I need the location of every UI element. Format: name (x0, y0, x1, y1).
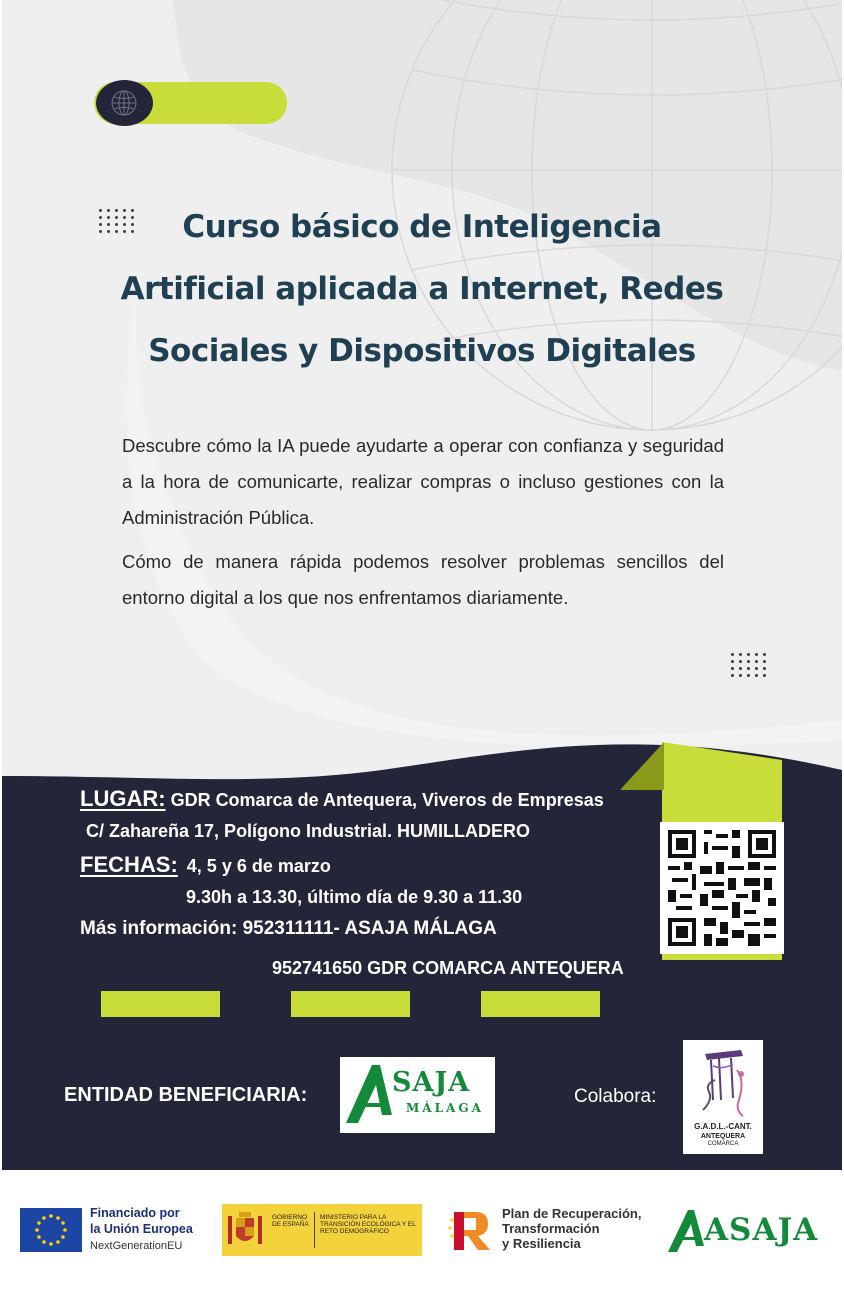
gobierno-divider (314, 1212, 315, 1248)
gobierno-logo (222, 1204, 422, 1256)
title-line: Artificial aplicada a Internet, Redes (120, 271, 724, 307)
gadl-place: ANTEQUERA (700, 1133, 746, 1140)
plan-recuperacion-text (502, 1206, 662, 1251)
lugar-value: GDR Comarca de Antequera, Viveros de Empresas (170, 790, 604, 810)
description-paragraph: Descubre cómo la IA puede ayudarte a operar con confianza y seguridad a la hora de comunicarte, realizar compras o incluso gestiones con la Administración Pública. (122, 435, 724, 528)
accent-bar (101, 991, 220, 1017)
gadl-logo (683, 1040, 763, 1154)
schedule-row (186, 887, 522, 908)
ministerio-text: MINISTERIO PARA LA TRANSICIÓN ECOLÓGICA Y EL RETO DEMOGRÁFICO (320, 1214, 416, 1235)
info-label: Más información: (80, 918, 238, 939)
asaja-a-icon (668, 1210, 704, 1252)
fechas-row (80, 852, 331, 878)
beneficiary-label: ENTIDAD BENEFICIARIA: (64, 1084, 308, 1106)
gadl-name: G.A.D.L.-CANT. (694, 1122, 752, 1131)
fechas-label: FECHAS: (80, 852, 178, 877)
gadl-region: COMARCA (707, 1141, 739, 1147)
plan-line: Plan de Recuperación, (502, 1206, 642, 1221)
course-description (122, 428, 724, 616)
globe-icon (110, 89, 138, 117)
eu-funding-line3: NextGenerationEU (90, 1240, 183, 1252)
title-line: Curso básico de Inteligencia (182, 209, 662, 245)
accent-bar (481, 991, 600, 1017)
address-row (86, 821, 530, 842)
qr-code[interactable] (660, 822, 784, 954)
title-line: Sociales y Dispositivos Digitales (148, 333, 696, 369)
prtr-logo-icon (446, 1206, 498, 1254)
asaja-sub: MÁLAGA (406, 1101, 484, 1115)
lugar-label: LUGAR: (80, 786, 166, 811)
eu-flag-icon (20, 1208, 82, 1252)
info-phone-1: 952311111- ASAJA MÁLAGA (242, 918, 497, 939)
poster (2, 0, 842, 1170)
lugar-row (80, 786, 604, 812)
dot-grid-icon (731, 653, 767, 677)
collaborator-label: Colabora: (574, 1086, 657, 1107)
address-value: C/ Zahareña 17, Polígono Industrial. HUMILLADERO (86, 821, 531, 841)
eu-funding-line2: la Unión Europea (90, 1222, 193, 1236)
fechas-value: 4, 5 y 6 de marzo (186, 856, 331, 876)
accent-bar (291, 991, 410, 1017)
globe-badge (96, 80, 153, 126)
asaja-footer-word: ASAJA (704, 1212, 819, 1248)
info-row-2 (272, 958, 624, 979)
schedule-value: 9.30h a 13.30, último día de 9.30 a 11.30 (186, 887, 523, 907)
asaja-a-icon (346, 1065, 392, 1123)
plan-line: Transformación (502, 1221, 600, 1236)
asaja-footer-logo (668, 1210, 828, 1252)
spain-shield-icon (228, 1210, 262, 1250)
info-row (80, 918, 497, 940)
course-title (62, 196, 782, 382)
info-phone-2: 952741650 GDR COMARCA ANTEQUERA (272, 958, 624, 978)
funding-footer (0, 1170, 844, 1298)
plan-line: y Resiliencia (502, 1236, 581, 1251)
asaja-malaga-logo (340, 1057, 495, 1133)
eu-funding-line1: Financiado por (90, 1206, 180, 1220)
asaja-word: SAJA (392, 1067, 471, 1098)
gobierno-text: GOBIERNO DE ESPAÑA (272, 1214, 309, 1228)
description-paragraph: Cómo de manera rápida podemos resolver problemas sencillos del entorno digital a los que nos enfrentamos diariamente. (122, 551, 724, 608)
gadl-emblem-icon (683, 1040, 763, 1122)
